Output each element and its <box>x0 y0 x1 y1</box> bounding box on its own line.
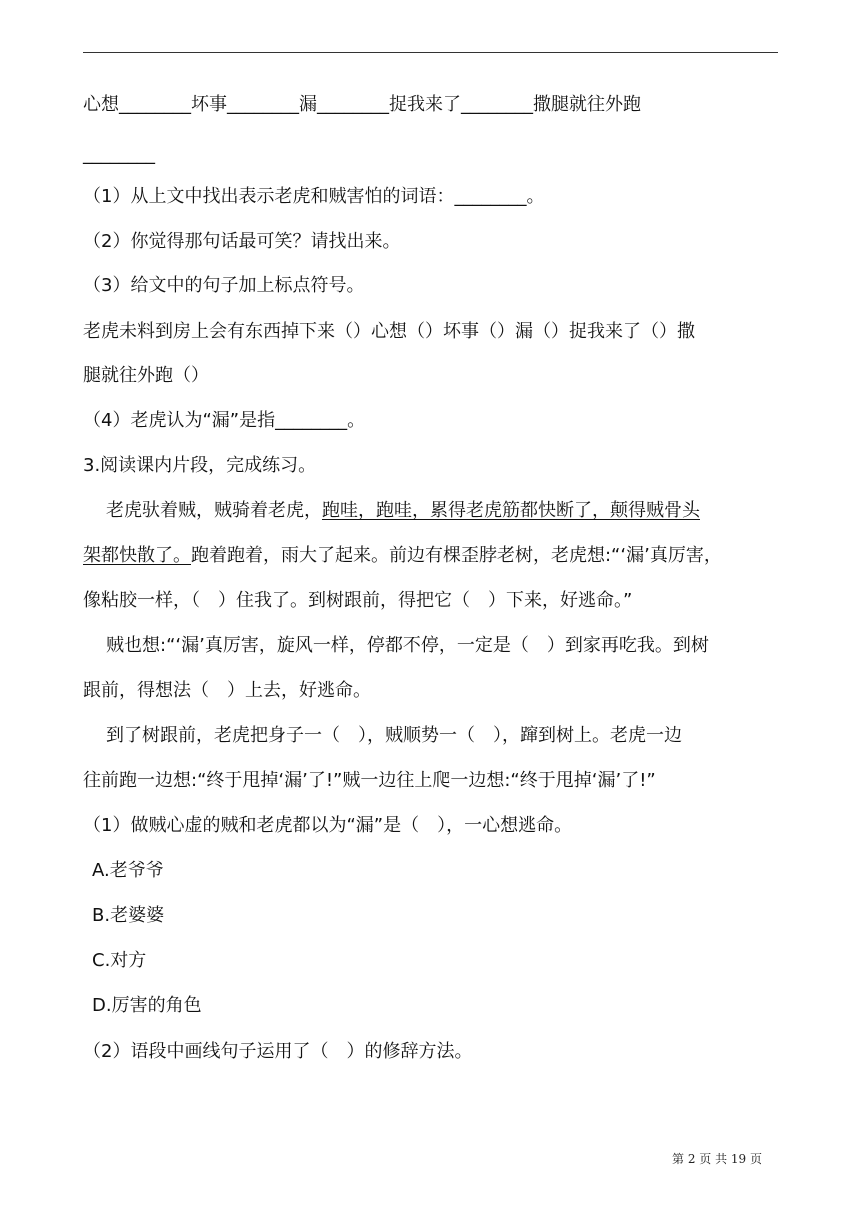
passage-line <box>83 544 783 568</box>
question-line: （4）老虎认为“漏”是指________。 <box>83 410 366 431</box>
question-line: （2）语段中画线句子运用了（ ）的修辞方法。 <box>83 1041 473 1062</box>
option-c: C.对方 <box>92 950 147 971</box>
header-rule <box>83 52 778 53</box>
passage-line <box>106 499 806 523</box>
option-a: A.老爷爷 <box>92 860 164 881</box>
passage-text: 老虎驮着贼，贼骑着老虎， <box>106 500 322 521</box>
text-line: 心想________坏事________漏________捉我来了________撒腿就往外跑 <box>83 94 641 115</box>
passage-line: 往前跑一边想:“终于甩掉‘漏’了!”贼一边往上爬一边想:“终于甩掉‘漏’了!” <box>83 770 656 791</box>
passage-text: 跑着跑着，雨大了起来。前边有棵歪脖老树，老虎想:“‘漏’真厉害， <box>191 545 722 566</box>
question-line: （2）你觉得那句话最可笑？请找出来。 <box>83 231 401 252</box>
underlined-sentence: 架都快散了。 <box>83 545 191 566</box>
section-heading: 3.阅读课内片段，完成练习。 <box>83 455 317 476</box>
option-b: B.老婆婆 <box>92 905 165 926</box>
text-line: ________ <box>83 144 155 165</box>
text-line: 老虎未料到房上会有东西掉下来（）心想（）坏事（）漏（）捉我来了（）撒 <box>83 321 695 342</box>
text-line: 腿就往外跑（） <box>83 365 209 386</box>
question-line: （3）给文中的句子加上标点符号。 <box>83 275 365 296</box>
page-number: 第 2 页 共 19 页 <box>672 1152 762 1166</box>
passage-line: 贼也想:“‘漏’真厉害，旋风一样，停都不停，一定是（ ）到家再吃我。到树 <box>106 635 709 656</box>
question-line: （1）做贼心虚的贼和老虎都以为“漏”是（ ），一心想逃命。 <box>83 815 573 836</box>
passage-line: 跟前，得想法（ ）上去，好逃命。 <box>83 680 371 701</box>
option-d: D.厉害的角色 <box>92 995 202 1016</box>
question-line: （1）从上文中找出表示老虎和贼害怕的词语：________。 <box>83 186 545 207</box>
passage-line: 到了树跟前，老虎把身子一（ ），贼顺势一（ ），蹿到树上。老虎一边 <box>106 725 682 746</box>
passage-line: 像粘胶一样，（ ）住我了。到树跟前，得把它（ ）下来，好逃命。” <box>83 590 633 611</box>
underlined-sentence: 跑哇，跑哇，累得老虎筋都快断了，颠得贼骨头 <box>322 500 700 521</box>
